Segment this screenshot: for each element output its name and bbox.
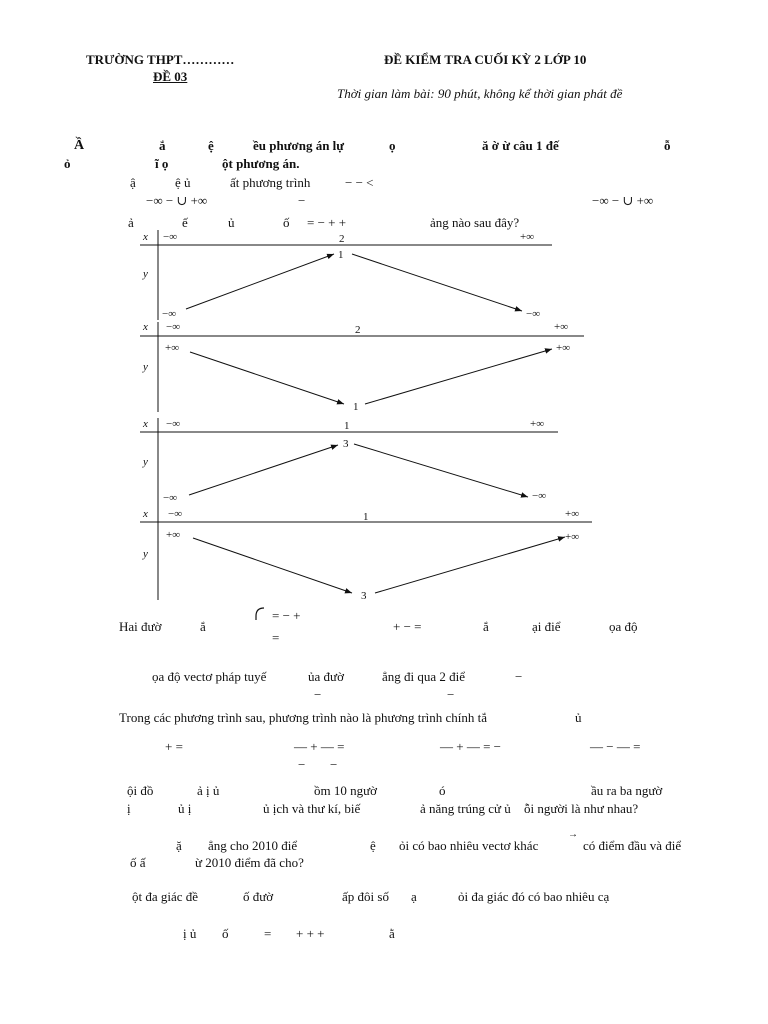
q2-fragment: ảng nào sau đây?: [430, 215, 520, 230]
q3-fragment: ại điể: [532, 619, 561, 634]
x-label: x: [143, 321, 148, 333]
q5-fragment: ủ: [575, 710, 582, 725]
x-value: +∞: [520, 231, 535, 243]
q3-fragment: ắ: [200, 619, 206, 634]
q3-fragment: + − =: [393, 619, 422, 634]
y-value: −∞: [526, 308, 541, 320]
q7-fragment: ặ: [176, 838, 182, 853]
instructions-fragment: ĩ ọ: [155, 156, 169, 171]
x-label: x: [143, 418, 148, 430]
q6-fragment: ầu ra ba ngườ: [591, 783, 663, 798]
q6-fragment: ị: [127, 801, 131, 816]
vector-arrow: →: [568, 829, 578, 840]
q9-fragment: ị ủ: [183, 926, 197, 941]
x-value: +∞: [554, 321, 569, 333]
q9-fragment: =: [264, 926, 272, 941]
q6-fragment: ồm 10 ngườ: [314, 783, 378, 798]
y-label: y: [143, 456, 148, 468]
q4-fragment: −: [314, 687, 322, 702]
x-value: −∞: [166, 321, 181, 333]
y-value: +∞: [165, 342, 180, 354]
q1-option-c: −∞ − ∪ +∞: [592, 193, 654, 208]
q4-fragment: ủa đườ: [308, 669, 344, 684]
q1-option-a: −∞ − ∪ +∞: [146, 193, 208, 208]
q1-fragment: ậ: [130, 175, 136, 190]
variation-table-3: [140, 418, 558, 507]
q3-fragment: ắ: [483, 619, 489, 634]
q5-option-a: + =: [165, 739, 183, 754]
q5-fragment: −: [298, 757, 306, 772]
q5-text: Trong các phương trình sau, phương trình nào là phương trình chính tắ: [119, 710, 488, 725]
q8-fragment: ố đườ: [243, 889, 274, 904]
increase-arrow: [186, 254, 334, 309]
x-value: 1: [363, 511, 369, 523]
y-value: +∞: [166, 529, 181, 541]
q5-option-b: — + — =: [294, 739, 345, 754]
increase-arrow: [365, 349, 552, 404]
q6-fragment: ả ị ủ: [197, 783, 220, 798]
increase-arrow: [189, 445, 338, 495]
instructions-fragment: ột phương án.: [222, 156, 300, 171]
instructions-fragment: ă ờ ừ câu 1 đế: [482, 138, 559, 153]
q7-fragment: ừ 2010 điểm đã cho?: [195, 855, 304, 870]
q1-fragment: ất phương trình: [230, 175, 311, 190]
q7-fragment: ố ấ: [130, 855, 146, 870]
q2-fragment: = − + +: [307, 215, 347, 230]
q3-fragment: ọa độ: [609, 619, 638, 634]
q8-fragment: ỏi đa giác đó có bao nhiêu cạ: [458, 889, 610, 904]
instructions-fragment: Ầ: [74, 138, 85, 153]
q1-option-b: −: [298, 193, 306, 208]
q3-fragment: Hai đườ: [119, 619, 162, 634]
q3-system-line2: =: [272, 630, 280, 645]
q8-fragment: ạ: [411, 889, 417, 904]
q2-fragment: ủ: [228, 215, 235, 230]
variation-table-4: [140, 507, 592, 602]
school-name: TRƯỜNG THPT…………: [86, 52, 235, 67]
exam-duration: Thời gian làm bài: 90 phút, không kể thời gian phát đề: [337, 86, 623, 101]
q9-fragment: + + +: [296, 926, 325, 941]
q7-fragment: ỏi có bao nhiêu vectơ khác: [399, 838, 539, 853]
exam-title: ĐỀ KIỂM TRA CUỐI KỲ 2 LỚP 10: [384, 52, 587, 67]
x-value: +∞: [565, 508, 580, 520]
q2-fragment: ố: [283, 215, 290, 230]
decrease-arrow: [193, 538, 352, 593]
instructions-fragment: ỏ: [64, 156, 71, 171]
q4-fragment: −: [515, 669, 523, 684]
q7-fragment: ẳng cho 2010 điể: [208, 838, 298, 853]
y-value: −∞: [162, 308, 177, 320]
instructions-fragment: ọ: [389, 138, 396, 153]
y-value: 1: [338, 249, 344, 261]
y-value: 1: [353, 401, 359, 413]
q8-fragment: ột đa giác đề: [132, 889, 199, 904]
q1-fragment: ệ ủ: [175, 175, 191, 190]
x-value: −∞: [168, 508, 183, 520]
q6-fragment: ủ ị: [178, 801, 192, 816]
q4-fragment: ọa độ vectơ pháp tuyế: [152, 669, 267, 684]
q2-fragment: ế: [182, 215, 188, 230]
decrease-arrow: [354, 444, 528, 497]
q6-fragment: ỗi người là như nhau?: [524, 801, 639, 816]
x-value: 2: [355, 324, 361, 336]
y-label: y: [143, 268, 148, 280]
instructions-fragment: ỗ: [664, 138, 671, 153]
y-value: 3: [361, 590, 367, 602]
instructions-fragment: ệ: [208, 138, 214, 153]
x-value: 2: [339, 233, 345, 245]
q4-fragment: ẳng đi qua 2 điể: [382, 669, 466, 684]
variation-table-1: [140, 230, 552, 320]
q5-option-d: — − — =: [590, 739, 641, 754]
q9-fragment: ằ: [389, 926, 395, 941]
q8-fragment: ấp đôi số: [342, 889, 389, 904]
variation-table-2: [140, 321, 584, 413]
q7-fragment: có điểm đầu và điể: [583, 838, 682, 853]
increase-arrow: [375, 537, 565, 593]
q7-fragment: ệ: [370, 838, 376, 853]
y-value: +∞: [565, 531, 580, 543]
q6-fragment: ủ ịch và thư kí, biế: [263, 801, 361, 816]
system-brace: [250, 608, 264, 620]
y-label: y: [143, 361, 148, 373]
y-value: 3: [343, 438, 349, 450]
exam-code: ĐỀ 03: [153, 69, 188, 84]
x-value: −∞: [166, 418, 181, 430]
x-value: +∞: [530, 418, 545, 430]
y-value: −∞: [532, 490, 547, 502]
q5-option-c: — + — = −: [440, 739, 501, 754]
q9-fragment: ố: [222, 926, 229, 941]
q1-fragment: − − <: [345, 175, 374, 190]
q6-fragment: ội đồ: [127, 783, 154, 798]
q6-fragment: ó: [439, 783, 446, 798]
decrease-arrow: [352, 254, 522, 311]
q3-system-line1: = − +: [272, 608, 301, 623]
x-label: x: [143, 231, 148, 243]
instructions-fragment: ắ: [159, 138, 166, 153]
q6-fragment: ả năng trúng cử ủ: [420, 801, 511, 816]
decrease-arrow: [190, 352, 344, 404]
y-label: y: [143, 548, 148, 560]
x-value: −∞: [163, 231, 178, 243]
y-value: −∞: [163, 492, 178, 504]
instructions-fragment: ều phương án lự: [253, 138, 345, 153]
x-label: x: [143, 508, 148, 520]
q2-fragment: ả: [128, 215, 134, 230]
x-value: 1: [344, 420, 350, 432]
y-value: +∞: [556, 342, 571, 354]
q5-fragment: −: [330, 757, 338, 772]
q4-fragment: −: [447, 687, 455, 702]
